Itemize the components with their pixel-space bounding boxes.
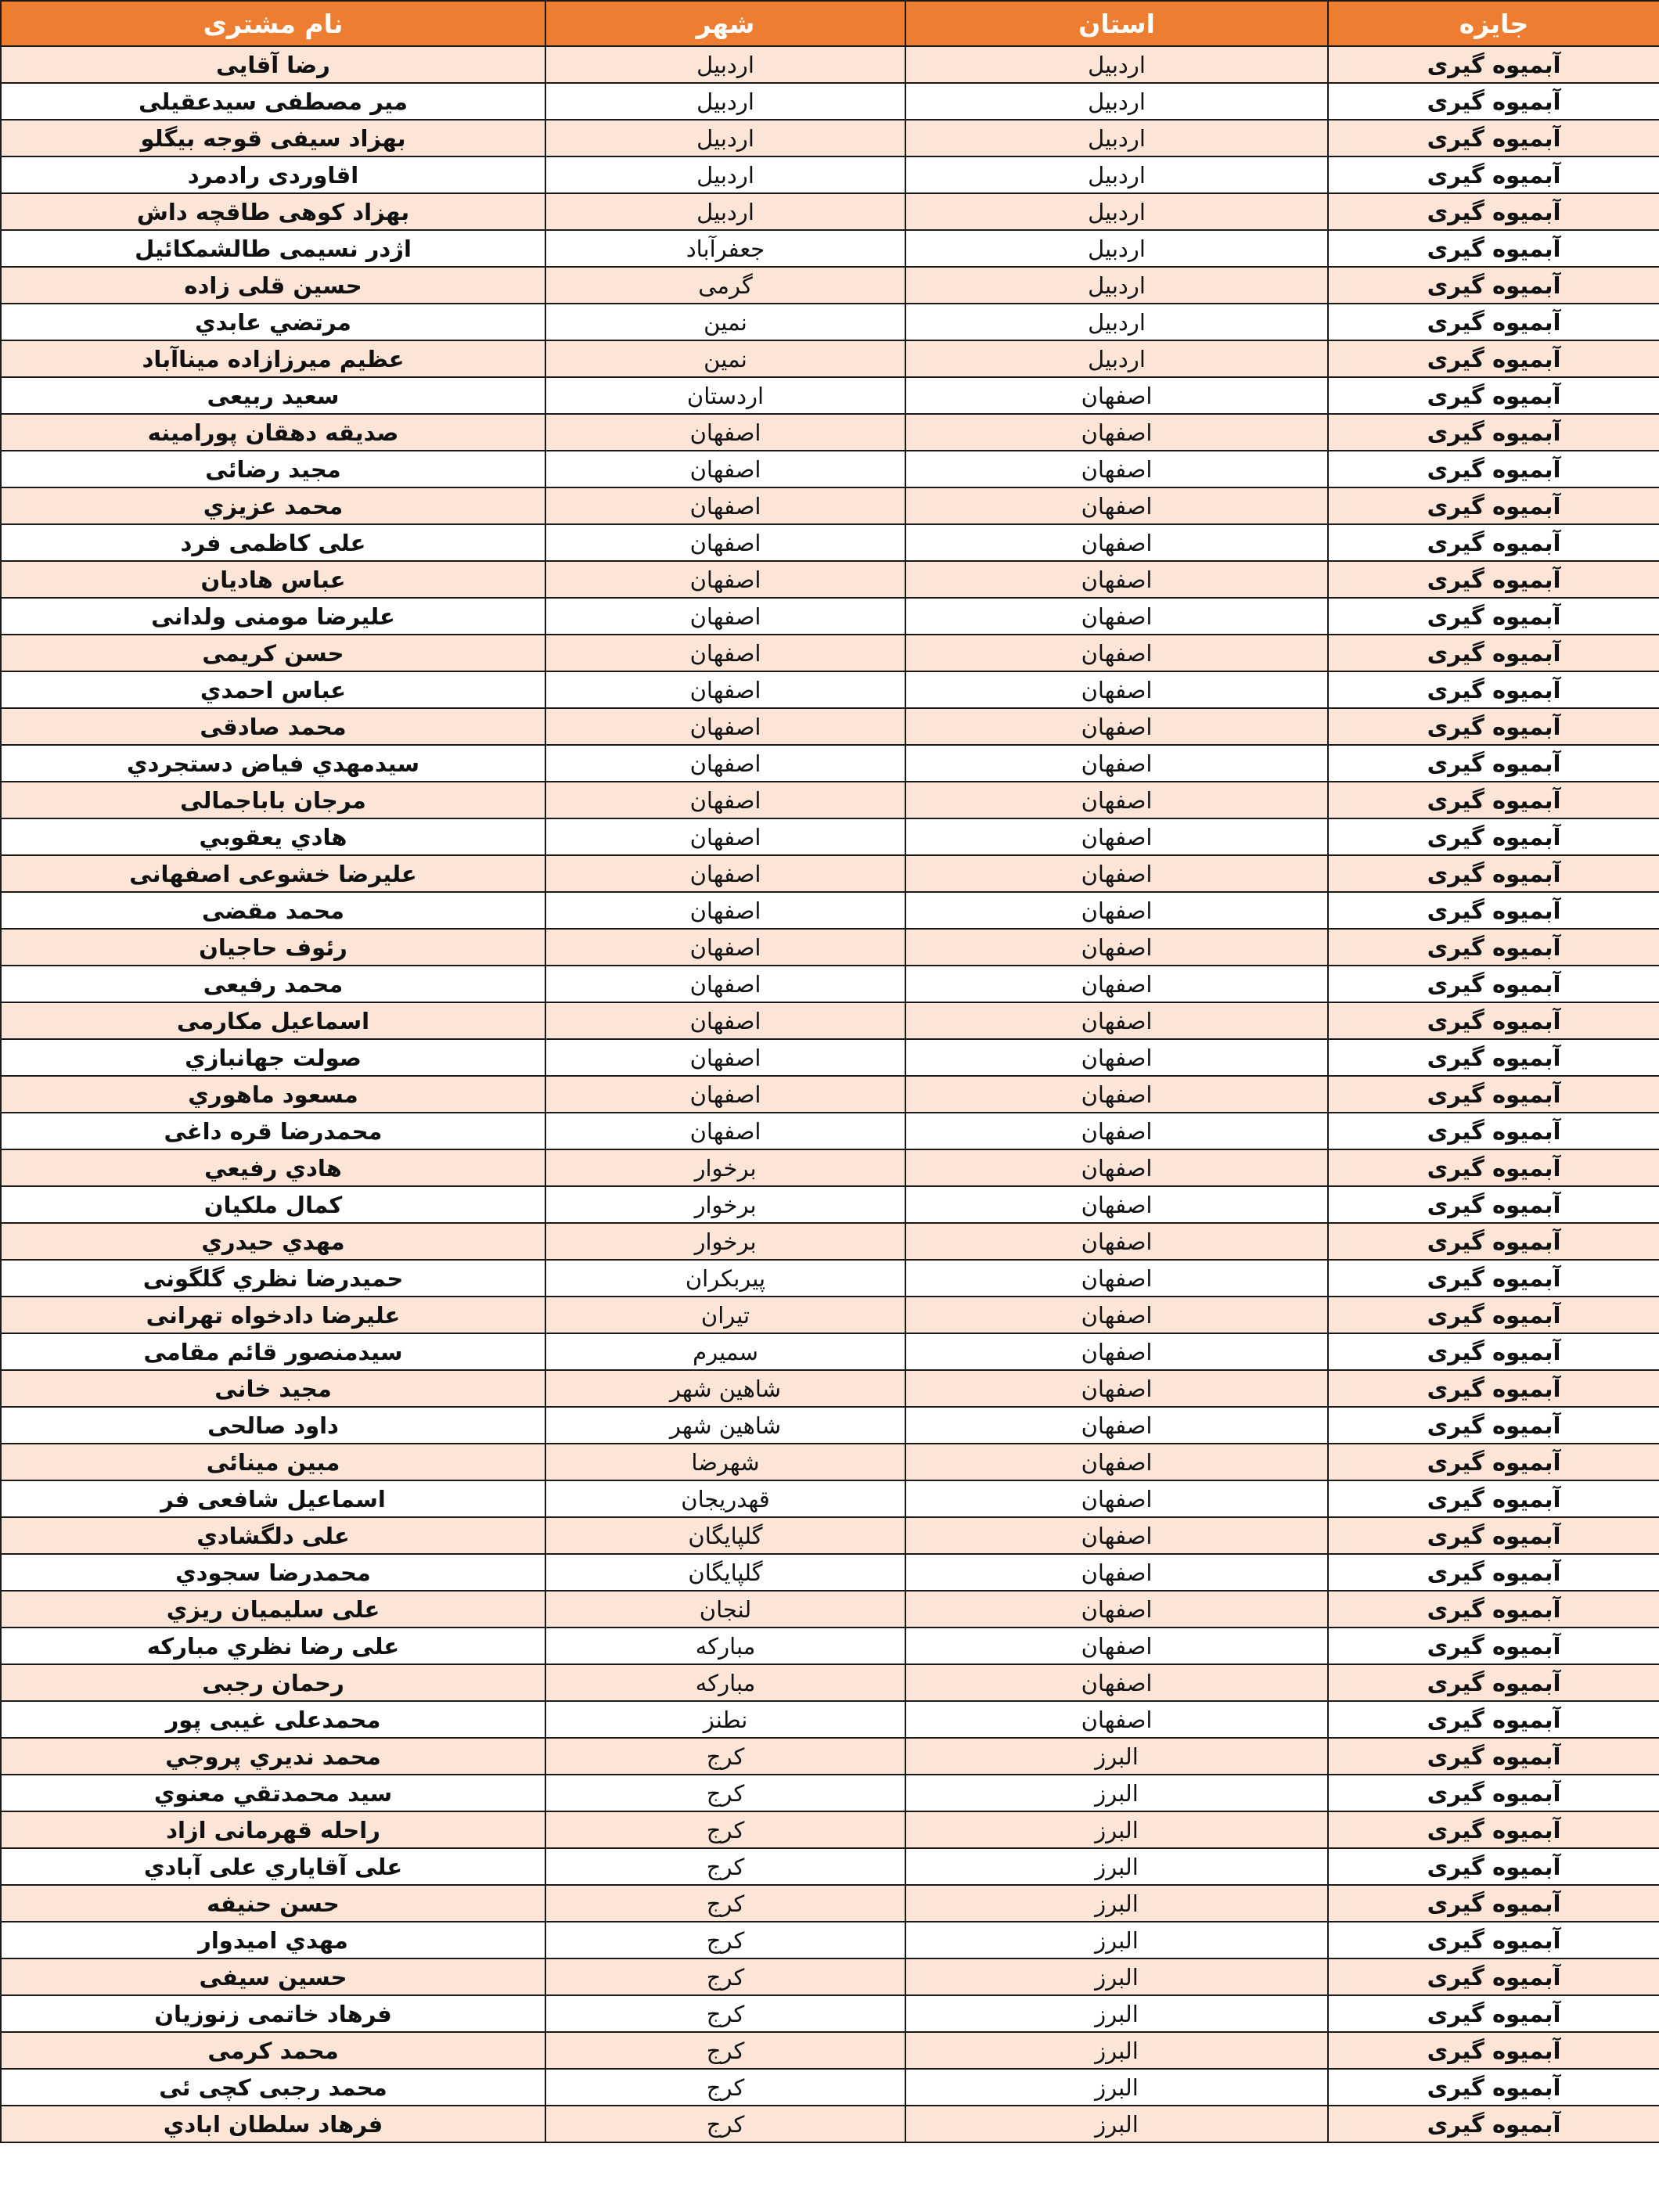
cell-province[interactable]: البرز: [905, 2032, 1328, 2069]
cell-city[interactable]: اصفهان: [545, 1039, 905, 1076]
cell-customer-name[interactable]: اقاوردی رادمرد: [1, 156, 545, 193]
table-row: [1, 377, 1659, 414]
cell-prize[interactable]: آبمیوه گیری: [1328, 929, 1659, 966]
cell-prize[interactable]: آبمیوه گیری: [1328, 46, 1659, 83]
cell-province[interactable]: اصفهان: [905, 487, 1328, 524]
table-row: [1, 1076, 1659, 1113]
cell-customer-name[interactable]: سعید ربیعی: [1, 377, 545, 414]
cell-prize[interactable]: آبمیوه گیری: [1328, 1554, 1659, 1591]
cell-customer-name[interactable]: محمد عزيزي: [1, 487, 545, 524]
cell-city[interactable]: گلپایگان: [545, 1554, 905, 1591]
table-body: [1, 46, 1659, 2142]
cell-province[interactable]: اصفهان: [905, 1333, 1328, 1370]
cell-customer-name[interactable]: حسین سیفی: [1, 1958, 545, 1995]
cell-city[interactable]: کرج: [545, 1958, 905, 1995]
cell-city[interactable]: کرج: [545, 1885, 905, 1922]
cell-prize[interactable]: آبمیوه گیری: [1328, 745, 1659, 782]
cell-prize[interactable]: آبمیوه گیری: [1328, 1186, 1659, 1223]
cell-city[interactable]: اصفهان: [545, 671, 905, 708]
cell-province[interactable]: اصفهان: [905, 1444, 1328, 1480]
cell-customer-name[interactable]: سیدمهدي فياض دستجردي: [1, 745, 545, 782]
cell-province[interactable]: اصفهان: [905, 1480, 1328, 1517]
cell-province[interactable]: اصفهان: [905, 1701, 1328, 1738]
cell-customer-name[interactable]: محمدرضا سجودي: [1, 1554, 545, 1591]
cell-province[interactable]: اصفهان: [905, 1002, 1328, 1039]
cell-province[interactable]: اصفهان: [905, 1407, 1328, 1444]
cell-city[interactable]: کرج: [545, 1775, 905, 1811]
cell-city[interactable]: کرج: [545, 2069, 905, 2106]
cell-city[interactable]: کرج: [545, 1738, 905, 1775]
table-row: [1, 855, 1659, 892]
cell-province[interactable]: اصفهان: [905, 892, 1328, 929]
table-row: [1, 818, 1659, 855]
cell-province[interactable]: اصفهان: [905, 1113, 1328, 1149]
cell-prize[interactable]: آبمیوه گیری: [1328, 1628, 1659, 1664]
cell-prize[interactable]: آبمیوه گیری: [1328, 1039, 1659, 1076]
cell-customer-name[interactable]: هادي يعقوبي: [1, 818, 545, 855]
cell-customer-name[interactable]: هادي رفيعي: [1, 1149, 545, 1186]
cell-province[interactable]: اصفهان: [905, 855, 1328, 892]
cell-customer-name[interactable]: علی دلگشادي: [1, 1517, 545, 1554]
cell-prize[interactable]: آبمیوه گیری: [1328, 1076, 1659, 1113]
cell-customer-name[interactable]: علیرضا دادخواه تهرانی: [1, 1297, 545, 1333]
cell-customer-name[interactable]: علیرضا خشوعی اصفهانی: [1, 855, 545, 892]
cell-customer-name[interactable]: محمدرضا قره داغی: [1, 1113, 545, 1149]
cell-prize[interactable]: آبمیوه گیری: [1328, 340, 1659, 377]
cell-prize[interactable]: آبمیوه گیری: [1328, 193, 1659, 230]
cell-customer-name[interactable]: میر مصطفی سیدعقیلی: [1, 83, 545, 120]
cell-prize[interactable]: آبمیوه گیری: [1328, 671, 1659, 708]
table-row: [1, 1628, 1659, 1664]
cell-prize[interactable]: آبمیوه گیری: [1328, 1958, 1659, 1995]
table-row: [1, 1297, 1659, 1333]
cell-prize[interactable]: آبمیوه گیری: [1328, 1407, 1659, 1444]
cell-province[interactable]: البرز: [905, 2106, 1328, 2142]
cell-customer-name[interactable]: اسماعیل شافعی فر: [1, 1480, 545, 1517]
cell-prize[interactable]: آبمیوه گیری: [1328, 377, 1659, 414]
cell-province[interactable]: اردبیل: [905, 46, 1328, 83]
cell-prize[interactable]: آبمیوه گیری: [1328, 1738, 1659, 1775]
cell-customer-name[interactable]: محمدعلی غیبی پور: [1, 1701, 545, 1738]
table-row: [1, 83, 1659, 120]
table-row: [1, 2069, 1659, 2106]
cell-province[interactable]: اصفهان: [905, 1039, 1328, 1076]
cell-customer-name[interactable]: محمد مقضی: [1, 892, 545, 929]
cell-city[interactable]: نمین: [545, 340, 905, 377]
cell-city[interactable]: اصفهان: [545, 451, 905, 487]
cell-province[interactable]: اصفهان: [905, 561, 1328, 598]
table-row: [1, 1039, 1659, 1076]
table-row: [1, 46, 1659, 83]
cell-province[interactable]: اردبیل: [905, 120, 1328, 156]
cell-customer-name[interactable]: کمال ملکیان: [1, 1186, 545, 1223]
cell-prize[interactable]: آبمیوه گیری: [1328, 635, 1659, 671]
cell-prize[interactable]: آبمیوه گیری: [1328, 1811, 1659, 1848]
cell-customer-name[interactable]: رحمان رجبی: [1, 1664, 545, 1701]
table-row: [1, 1885, 1659, 1922]
table-row: [1, 1922, 1659, 1958]
cell-prize[interactable]: آبمیوه گیری: [1328, 156, 1659, 193]
cell-prize[interactable]: آبمیوه گیری: [1328, 1995, 1659, 2032]
cell-city[interactable]: لنجان: [545, 1591, 905, 1628]
cell-province[interactable]: اردبیل: [905, 267, 1328, 304]
table-row: [1, 892, 1659, 929]
cell-customer-name[interactable]: حمیدرضا نظري گلگونی: [1, 1260, 545, 1297]
cell-prize[interactable]: آبمیوه گیری: [1328, 2069, 1659, 2106]
table-row: [1, 487, 1659, 524]
cell-prize[interactable]: آبمیوه گیری: [1328, 1370, 1659, 1407]
cell-city[interactable]: کرج: [545, 1811, 905, 1848]
cell-city[interactable]: کرج: [545, 1922, 905, 1958]
cell-city[interactable]: مبارکه: [545, 1664, 905, 1701]
cell-customer-name[interactable]: اسماعیل مکارمی: [1, 1002, 545, 1039]
table-row: [1, 1186, 1659, 1223]
cell-customer-name[interactable]: فرهاد خاتمی زنوزیان: [1, 1995, 545, 2032]
cell-province[interactable]: اصفهان: [905, 1517, 1328, 1554]
cell-province[interactable]: اردبیل: [905, 340, 1328, 377]
cell-customer-name[interactable]: مهدي اميدوار: [1, 1922, 545, 1958]
cell-city[interactable]: اصفهان: [545, 818, 905, 855]
table-row: [1, 598, 1659, 635]
table-row: [1, 1223, 1659, 1260]
cell-customer-name[interactable]: رئوف حاجیان: [1, 929, 545, 966]
table-row: [1, 1591, 1659, 1628]
cell-province[interactable]: اصفهان: [905, 1223, 1328, 1260]
cell-city[interactable]: اصفهان: [545, 892, 905, 929]
cell-city[interactable]: اصفهان: [545, 782, 905, 818]
cell-customer-name[interactable]: عباس احمدي: [1, 671, 545, 708]
table-row: [1, 708, 1659, 745]
cell-prize[interactable]: آبمیوه گیری: [1328, 414, 1659, 451]
cell-prize[interactable]: آبمیوه گیری: [1328, 83, 1659, 120]
cell-prize[interactable]: آبمیوه گیری: [1328, 1775, 1659, 1811]
header-row: [1, 1, 1659, 46]
table-row: [1, 1113, 1659, 1149]
cell-province[interactable]: اصفهان: [905, 708, 1328, 745]
cell-customer-name[interactable]: سيد محمدتقي معنوي: [1, 1775, 545, 1811]
cell-province[interactable]: اصفهان: [905, 451, 1328, 487]
cell-customer-name[interactable]: علی کاظمی فرد: [1, 524, 545, 561]
cell-province[interactable]: اصفهان: [905, 818, 1328, 855]
header-customer-name[interactable]: نام مشتری: [1, 1, 545, 46]
cell-province[interactable]: البرز: [905, 1775, 1328, 1811]
cell-prize[interactable]: آبمیوه گیری: [1328, 1517, 1659, 1554]
cell-city[interactable]: اصفهان: [545, 929, 905, 966]
table-row: [1, 2106, 1659, 2142]
cell-city[interactable]: قهدریجان: [545, 1480, 905, 1517]
cell-city[interactable]: اصفهان: [545, 855, 905, 892]
cell-province[interactable]: اصفهان: [905, 414, 1328, 451]
cell-province[interactable]: اصفهان: [905, 1076, 1328, 1113]
cell-prize[interactable]: آبمیوه گیری: [1328, 708, 1659, 745]
cell-city[interactable]: شهرضا: [545, 1444, 905, 1480]
cell-customer-name[interactable]: مجید خانی: [1, 1370, 545, 1407]
cell-city[interactable]: نمین: [545, 304, 905, 340]
table-row: [1, 1701, 1659, 1738]
header-prize[interactable]: جایزه: [1328, 1, 1659, 46]
cell-prize[interactable]: آبمیوه گیری: [1328, 267, 1659, 304]
cell-city[interactable]: اصفهان: [545, 635, 905, 671]
cell-province[interactable]: اردبیل: [905, 193, 1328, 230]
cell-prize[interactable]: آبمیوه گیری: [1328, 1260, 1659, 1297]
cell-customer-name[interactable]: محمد کرمی: [1, 2032, 545, 2069]
cell-city[interactable]: اصفهان: [545, 1113, 905, 1149]
cell-customer-name[interactable]: مسعود ماهوري: [1, 1076, 545, 1113]
cell-province[interactable]: البرز: [905, 1811, 1328, 1848]
cell-customer-name[interactable]: محمد رفیعی: [1, 966, 545, 1002]
cell-province[interactable]: البرز: [905, 1848, 1328, 1885]
cell-customer-name[interactable]: داود صالحی: [1, 1407, 545, 1444]
cell-city[interactable]: اصفهان: [545, 487, 905, 524]
table-row: [1, 1260, 1659, 1297]
cell-prize[interactable]: آبمیوه گیری: [1328, 1444, 1659, 1480]
cell-province[interactable]: اصفهان: [905, 1186, 1328, 1223]
table-row: [1, 1333, 1659, 1370]
cell-province[interactable]: اصفهان: [905, 1260, 1328, 1297]
cell-province[interactable]: اصفهان: [905, 966, 1328, 1002]
cell-province[interactable]: اصفهان: [905, 1591, 1328, 1628]
cell-province[interactable]: البرز: [905, 1958, 1328, 1995]
table-row: [1, 1958, 1659, 1995]
cell-prize[interactable]: آبمیوه گیری: [1328, 230, 1659, 267]
cell-city[interactable]: برخوار: [545, 1186, 905, 1223]
cell-prize[interactable]: آبمیوه گیری: [1328, 1664, 1659, 1701]
cell-prize[interactable]: آبمیوه گیری: [1328, 598, 1659, 635]
cell-customer-name[interactable]: صولت جهانبازي: [1, 1039, 545, 1076]
table-row: [1, 1407, 1659, 1444]
cell-prize[interactable]: آبمیوه گیری: [1328, 1922, 1659, 1958]
cell-city[interactable]: کرج: [545, 1995, 905, 2032]
table-row: [1, 1444, 1659, 1480]
cell-customer-name[interactable]: سیدمنصور قائم مقامی: [1, 1333, 545, 1370]
table-row: [1, 929, 1659, 966]
cell-prize[interactable]: آبمیوه گیری: [1328, 892, 1659, 929]
table-row: [1, 524, 1659, 561]
cell-prize[interactable]: آبمیوه گیری: [1328, 1591, 1659, 1628]
cell-province[interactable]: اصفهان: [905, 1664, 1328, 1701]
cell-customer-name[interactable]: مرجان باباجمالی: [1, 782, 545, 818]
cell-province[interactable]: اصفهان: [905, 1628, 1328, 1664]
cell-customer-name[interactable]: مهدي حيدري: [1, 1223, 545, 1260]
cell-city[interactable]: اصفهان: [545, 524, 905, 561]
cell-city[interactable]: اردبیل: [545, 83, 905, 120]
table-row: [1, 230, 1659, 267]
cell-customer-name[interactable]: راحله قهرمانی ازاد: [1, 1811, 545, 1848]
cell-province[interactable]: اصفهان: [905, 782, 1328, 818]
cell-customer-name[interactable]: اژدر نسیمی طالشمکائیل: [1, 230, 545, 267]
cell-city[interactable]: اصفهان: [545, 966, 905, 1002]
cell-province[interactable]: اصفهان: [905, 1370, 1328, 1407]
table-row: [1, 1848, 1659, 1885]
cell-city[interactable]: اردبیل: [545, 46, 905, 83]
cell-prize[interactable]: آبمیوه گیری: [1328, 2106, 1659, 2142]
cell-city[interactable]: اصفهان: [545, 745, 905, 782]
cell-city[interactable]: کرج: [545, 2106, 905, 2142]
cell-city[interactable]: سمیرم: [545, 1333, 905, 1370]
cell-province[interactable]: البرز: [905, 2069, 1328, 2106]
cell-prize[interactable]: آبمیوه گیری: [1328, 1885, 1659, 1922]
cell-province[interactable]: اصفهان: [905, 745, 1328, 782]
cell-customer-name[interactable]: علی آقاياري علی آبادي: [1, 1848, 545, 1885]
cell-province[interactable]: اصفهان: [905, 671, 1328, 708]
cell-city[interactable]: اردستان: [545, 377, 905, 414]
cell-city[interactable]: کرج: [545, 2032, 905, 2069]
table-row: [1, 267, 1659, 304]
table-row: [1, 2032, 1659, 2069]
cell-prize[interactable]: آبمیوه گیری: [1328, 818, 1659, 855]
table-row: [1, 304, 1659, 340]
header-city[interactable]: شهر: [545, 1, 905, 46]
cell-prize[interactable]: آبمیوه گیری: [1328, 1297, 1659, 1333]
cell-prize[interactable]: آبمیوه گیری: [1328, 1149, 1659, 1186]
cell-prize[interactable]: آبمیوه گیری: [1328, 782, 1659, 818]
cell-province[interactable]: اصفهان: [905, 524, 1328, 561]
table-row: [1, 1995, 1659, 2032]
cell-prize[interactable]: آبمیوه گیری: [1328, 1002, 1659, 1039]
cell-city[interactable]: گلپایگان: [545, 1517, 905, 1554]
cell-city[interactable]: اردبیل: [545, 120, 905, 156]
cell-city[interactable]: کرج: [545, 1848, 905, 1885]
table-row: [1, 671, 1659, 708]
cell-province[interactable]: البرز: [905, 1922, 1328, 1958]
cell-customer-name[interactable]: صدیقه دهقان پورامینه: [1, 414, 545, 451]
cell-customer-name[interactable]: بهزاد سیفی قوجه بیگلو: [1, 120, 545, 156]
cell-city[interactable]: پیربکران: [545, 1260, 905, 1297]
cell-city[interactable]: اصفهان: [545, 598, 905, 635]
cell-customer-name[interactable]: مبین مینائی: [1, 1444, 545, 1480]
cell-customer-name[interactable]: مجید رضائی: [1, 451, 545, 487]
cell-prize[interactable]: آبمیوه گیری: [1328, 1223, 1659, 1260]
cell-customer-name[interactable]: رضا آقایی: [1, 46, 545, 83]
cell-customer-name[interactable]: علیرضا مومنی ولدانی: [1, 598, 545, 635]
cell-city[interactable]: اصفهان: [545, 414, 905, 451]
header-province[interactable]: استان: [905, 1, 1328, 46]
cell-province[interactable]: اصفهان: [905, 598, 1328, 635]
cell-province[interactable]: اصفهان: [905, 1149, 1328, 1186]
table-row: [1, 1664, 1659, 1701]
table-row: [1, 1370, 1659, 1407]
cell-prize[interactable]: آبمیوه گیری: [1328, 524, 1659, 561]
table-row: [1, 561, 1659, 598]
cell-customer-name[interactable]: فرهاد سلطان ابادي: [1, 2106, 545, 2142]
cell-city[interactable]: تیران: [545, 1297, 905, 1333]
table-row: [1, 745, 1659, 782]
table-row: [1, 340, 1659, 377]
cell-city[interactable]: شاهین شهر: [545, 1407, 905, 1444]
table-row: [1, 782, 1659, 818]
cell-customer-name[interactable]: حسین قلی زاده: [1, 267, 545, 304]
cell-province[interactable]: اردبیل: [905, 304, 1328, 340]
cell-prize[interactable]: آبمیوه گیری: [1328, 487, 1659, 524]
table-row: [1, 156, 1659, 193]
table-row: [1, 1149, 1659, 1186]
cell-province[interactable]: اصفهان: [905, 929, 1328, 966]
table-header: [1, 1, 1659, 46]
cell-prize[interactable]: آبمیوه گیری: [1328, 1113, 1659, 1149]
cell-city[interactable]: شاهین شهر: [545, 1370, 905, 1407]
table-row: [1, 1811, 1659, 1848]
cell-prize[interactable]: آبمیوه گیری: [1328, 451, 1659, 487]
table-row: [1, 193, 1659, 230]
cell-customer-name[interactable]: محمد رجبی کچی ئی: [1, 2069, 545, 2106]
cell-province[interactable]: اردبیل: [905, 156, 1328, 193]
cell-city[interactable]: اردبیل: [545, 193, 905, 230]
table-row: [1, 635, 1659, 671]
cell-city[interactable]: برخوار: [545, 1223, 905, 1260]
cell-province[interactable]: البرز: [905, 1738, 1328, 1775]
cell-prize[interactable]: آبمیوه گیری: [1328, 1848, 1659, 1885]
cell-province[interactable]: البرز: [905, 1995, 1328, 2032]
table-row: [1, 120, 1659, 156]
cell-city[interactable]: اصفهان: [545, 1002, 905, 1039]
cell-prize[interactable]: آبمیوه گیری: [1328, 561, 1659, 598]
cell-customer-name[interactable]: بهزاد کوهی طاقچه داش: [1, 193, 545, 230]
cell-prize[interactable]: آبمیوه گیری: [1328, 855, 1659, 892]
cell-customer-name[interactable]: حسن حنيفه: [1, 1885, 545, 1922]
cell-customer-name[interactable]: حسن کریمی: [1, 635, 545, 671]
cell-province[interactable]: اصفهان: [905, 1297, 1328, 1333]
cell-province[interactable]: اصفهان: [905, 377, 1328, 414]
table-row: [1, 1517, 1659, 1554]
cell-province[interactable]: اصفهان: [905, 635, 1328, 671]
cell-city[interactable]: اردبیل: [545, 156, 905, 193]
cell-province[interactable]: اصفهان: [905, 1554, 1328, 1591]
cell-prize[interactable]: آبمیوه گیری: [1328, 304, 1659, 340]
table-row: [1, 414, 1659, 451]
cell-customer-name[interactable]: علی سلیمیان ریزي: [1, 1591, 545, 1628]
cell-customer-name[interactable]: محمد صادقی: [1, 708, 545, 745]
cell-city[interactable]: اصفهان: [545, 708, 905, 745]
cell-customer-name[interactable]: علی رضا نظري مبارکه: [1, 1628, 545, 1664]
cell-customer-name[interactable]: عباس هاديان: [1, 561, 545, 598]
cell-city[interactable]: اصفهان: [545, 561, 905, 598]
cell-province[interactable]: اردبیل: [905, 83, 1328, 120]
cell-customer-name[interactable]: محمد نديري پروجي: [1, 1738, 545, 1775]
cell-prize[interactable]: آبمیوه گیری: [1328, 1701, 1659, 1738]
cell-prize[interactable]: آبمیوه گیری: [1328, 2032, 1659, 2069]
cell-prize[interactable]: آبمیوه گیری: [1328, 120, 1659, 156]
cell-city[interactable]: گرمی: [545, 267, 905, 304]
cell-customer-name[interactable]: عظیم میرزازاده میناآباد: [1, 340, 545, 377]
cell-prize[interactable]: آبمیوه گیری: [1328, 966, 1659, 1002]
table-row: [1, 451, 1659, 487]
cell-city[interactable]: جعفرآباد: [545, 230, 905, 267]
table-row: [1, 1002, 1659, 1039]
cell-city[interactable]: نطنز: [545, 1701, 905, 1738]
table-row: [1, 966, 1659, 1002]
cell-prize[interactable]: آبمیوه گیری: [1328, 1480, 1659, 1517]
cell-city[interactable]: برخوار: [545, 1149, 905, 1186]
cell-province[interactable]: اردبیل: [905, 230, 1328, 267]
cell-prize[interactable]: آبمیوه گیری: [1328, 1333, 1659, 1370]
cell-city[interactable]: اصفهان: [545, 1076, 905, 1113]
table-row: [1, 1480, 1659, 1517]
table-row: [1, 1775, 1659, 1811]
table-row: [1, 1738, 1659, 1775]
cell-city[interactable]: مبارکه: [545, 1628, 905, 1664]
table-row: [1, 1554, 1659, 1591]
cell-province[interactable]: البرز: [905, 1885, 1328, 1922]
cell-customer-name[interactable]: مرتضي عابدي: [1, 304, 545, 340]
